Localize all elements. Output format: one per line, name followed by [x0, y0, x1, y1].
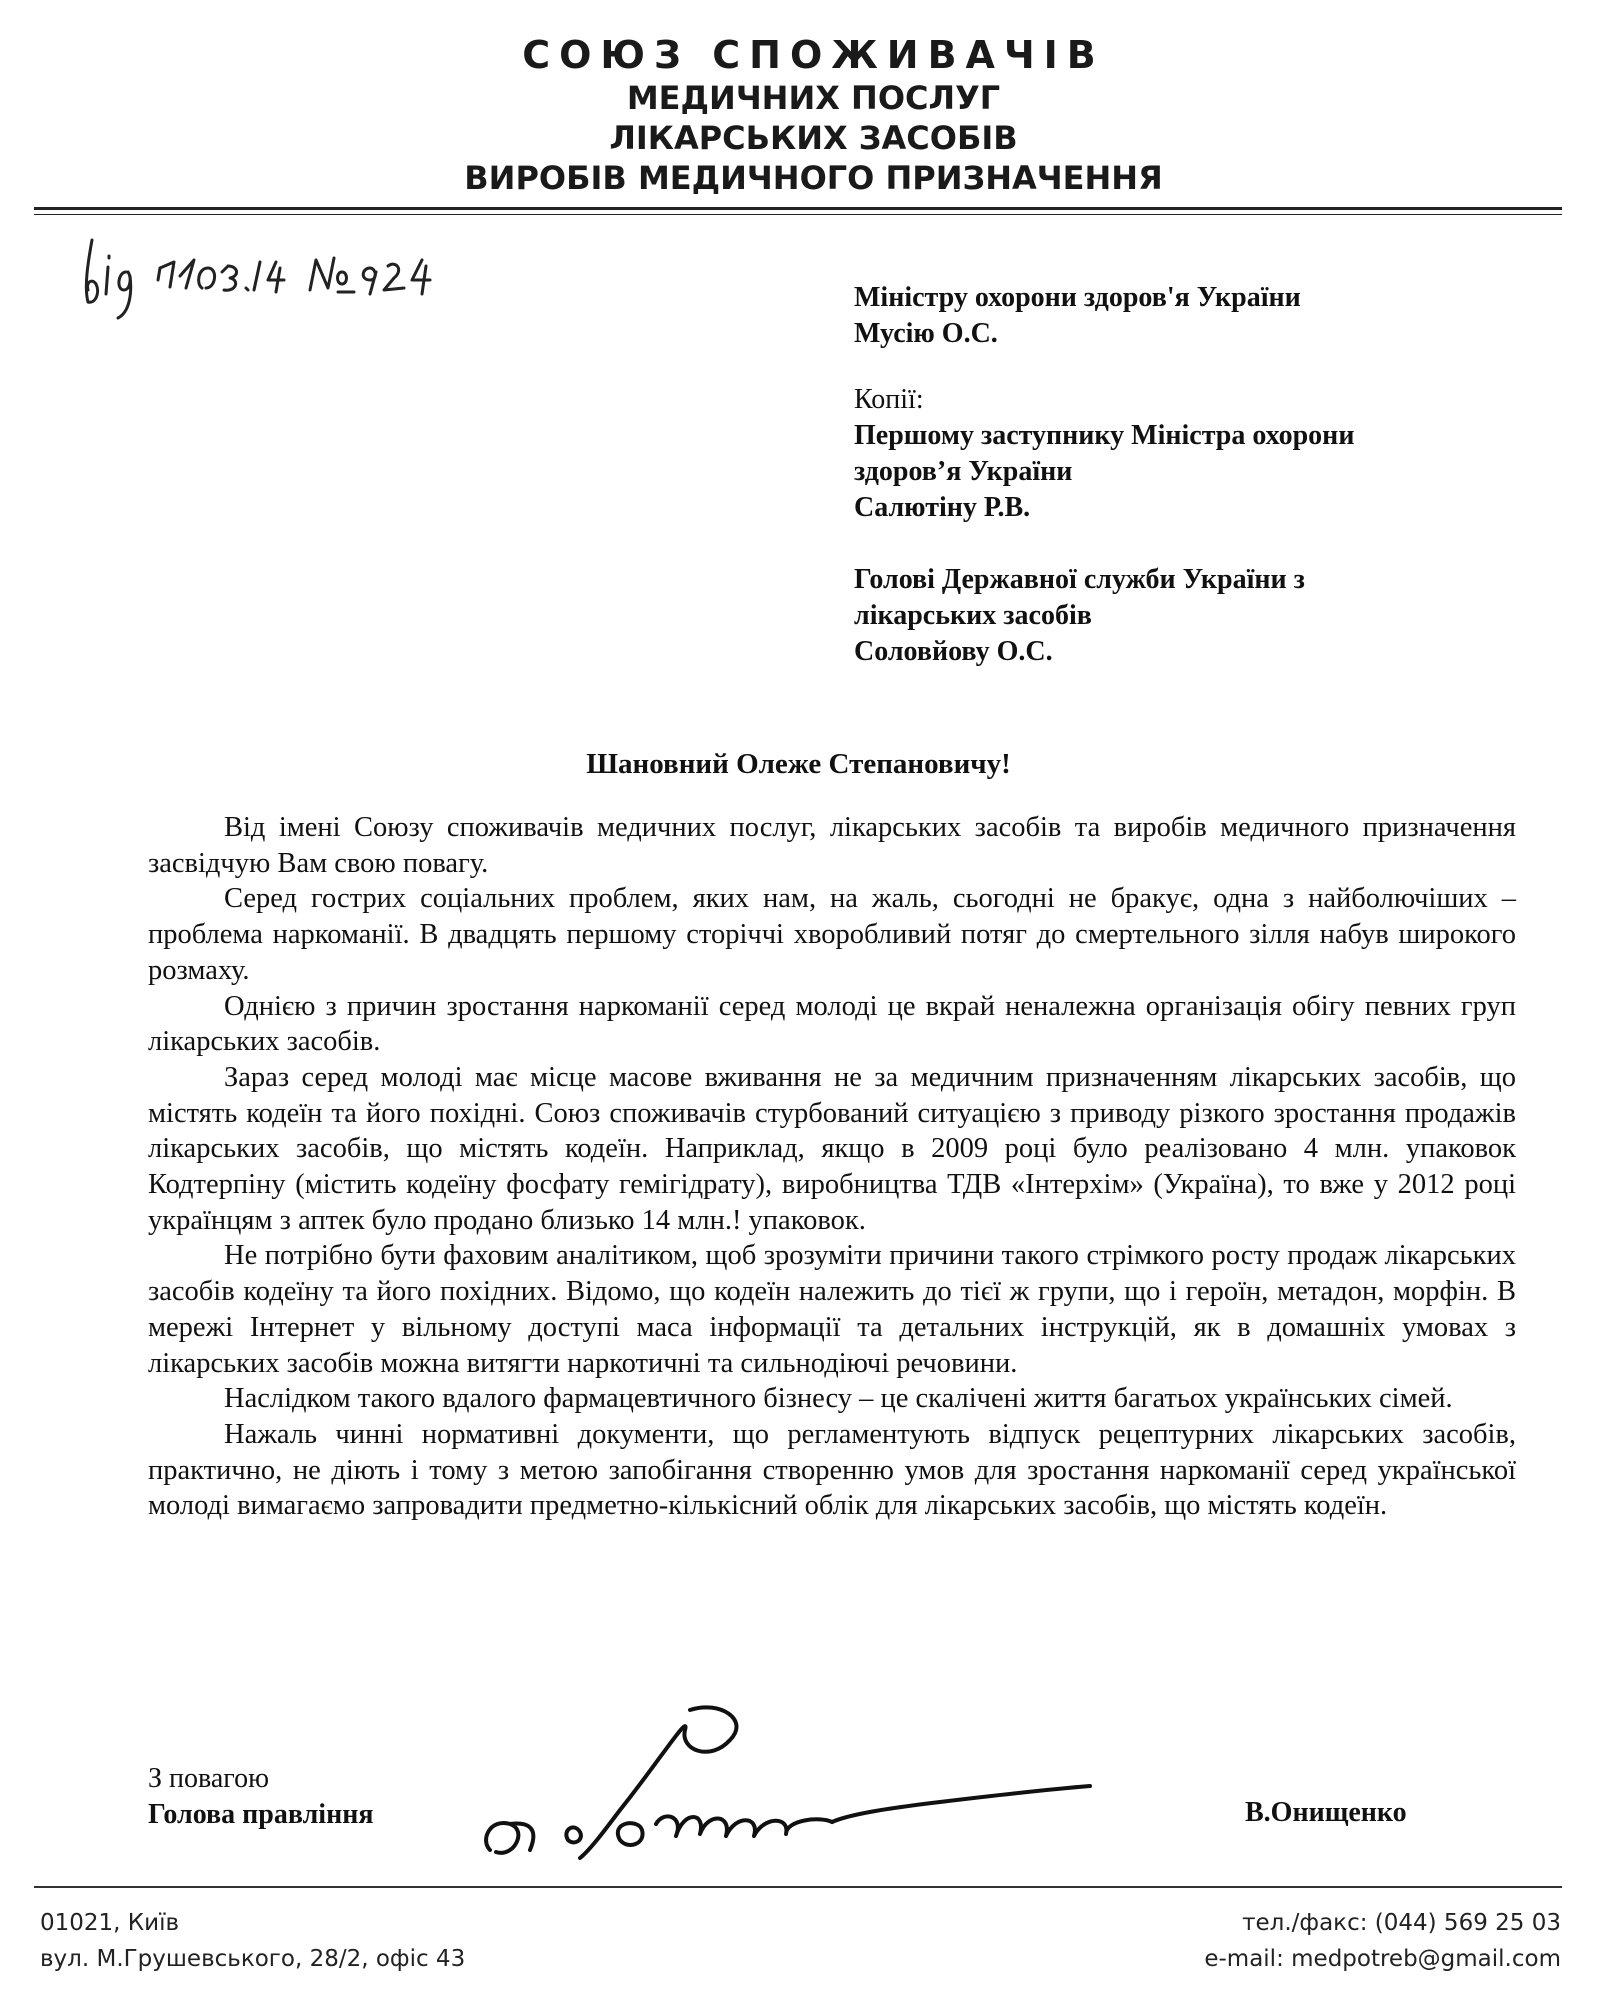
handwritten-signature	[470, 1690, 1110, 1870]
body-paragraph: Нажаль чинні нормативні документи, що регламентують відпуск рецептурних лікарських засобів, практично, не діють і тому з метою запобігання створенню умов для зростання наркоманії серед української молоді вимагаємо запровадити предметно-кількісний облік для лікарських засобів, що містять кодеїн.	[148, 1418, 1516, 1522]
letter-body	[148, 810, 1516, 1524]
copy-recipient-1-name: Салютіну Р.В.	[854, 492, 1031, 523]
recipient-name: Мусію О.С.	[854, 318, 998, 349]
letterhead-line-1: СОЮЗ СПОЖИВАЧІВ	[522, 33, 1105, 77]
letterhead	[0, 32, 1597, 198]
footer-contacts	[1204, 1905, 1561, 1977]
body-paragraph: Зараз серед молоді має місце масове вживання не за медичним призначенням лікарських засобів, що містять кодеїн та його похідні. Союз споживачів стурбований ситуацією з приводу різкого зростання продажів лікарських засобів, що містять кодеїн. Наприклад, якщо в 2009 році було реалізовано 4 млн. упаковок Кодтерпіну (містить кодеїну фосфату гемігідрату), виробництва ТДВ «Інтерхім» (Україна), то вже у 2012 році українцям з аптек було продано близько 14 млн.! упаковок.	[148, 1061, 1516, 1236]
recipient-title: Міністру охорони здоров'я України	[854, 282, 1301, 313]
signer-name: В.Онищенко	[1245, 1797, 1407, 1828]
signer-position: Голова правління	[148, 1799, 374, 1830]
letterhead-line-4: ВИРОБІВ МЕДИЧНОГО ПРИЗНАЧЕННЯ	[464, 159, 1163, 197]
body-paragraph: Однією з причин зростання наркоманії серед молоді це вкрай неналежна організація обігу певних груп лікарських засобів.	[148, 990, 1516, 1058]
footer-address	[40, 1905, 465, 1977]
body-paragraph: Не потрібно бути фаховим аналітиком, щоб зрозуміти причини такого стрімкого росту продаж лікарських засобів кодеїну та його похідних. Відомо, що кодеїн належить до тієї ж групи, що і героїн, метадон, морфін. В мережі Інтернет у вільному доступі маса інформації та детальних інструкцій, як в домашніх умовах з лікарських засобів можна витягти наркотичні та сильнодіючі речовини.	[148, 1240, 1516, 1379]
closing-regards: З повагою	[148, 1763, 269, 1794]
footer-phone: тел./факс: (044) 569 25 03	[1242, 1910, 1561, 1936]
salutation: Шановний Олеже Степановичу!	[586, 748, 1011, 780]
header-divider-thick	[34, 207, 1562, 210]
copies-label: Копії:	[854, 384, 924, 415]
copy-recipient-2-title: Голові Державної служби України з	[854, 564, 1305, 595]
footer-email: e-mail: medpotreb@gmail.com	[1204, 1946, 1561, 1972]
footer-postal: 01021, Київ	[40, 1910, 180, 1936]
letterhead-line-3: ЛІКАРСЬКИХ ЗАСОБІВ	[609, 119, 1018, 157]
copy-recipient-2-name: Соловйову О.С.	[854, 636, 1053, 667]
body-paragraph: Від імені Союзу споживачів медичних послуг, лікарських засобів та виробів медичного призначення засвідчую Вам свою повагу.	[148, 812, 1516, 879]
closing-block	[148, 1761, 373, 1833]
copy-recipient-1-title-cont: здоров’я України	[854, 456, 1073, 487]
handwritten-reference-number	[78, 232, 498, 322]
addressee-block	[854, 280, 1554, 670]
letterhead-line-2: МЕДИЧНИХ ПОСЛУГ	[626, 79, 1001, 117]
header-divider-thin	[34, 214, 1562, 215]
footer-street: вул. М.Грушевського, 28/2, офіс 43	[40, 1946, 466, 1972]
footer-divider	[34, 1886, 1562, 1888]
body-paragraph: Наслідком такого вдалого фармацевтичного бізнесу – це скалічені життя багатьох українських сімей.	[224, 1383, 1453, 1415]
copy-recipient-2-title-cont: лікарських засобів	[854, 600, 1092, 631]
body-paragraph: Серед гострих соціальних проблем, яких нам, на жаль, сьогодні не бракує, одна з найболючіших – проблема наркоманії. В двадцять першому сторіччі хворобливий потяг до смертельного зілля набув широкого розмаху.	[148, 883, 1516, 986]
copy-recipient-1-title: Першому заступнику Міністра охорони	[854, 420, 1355, 451]
